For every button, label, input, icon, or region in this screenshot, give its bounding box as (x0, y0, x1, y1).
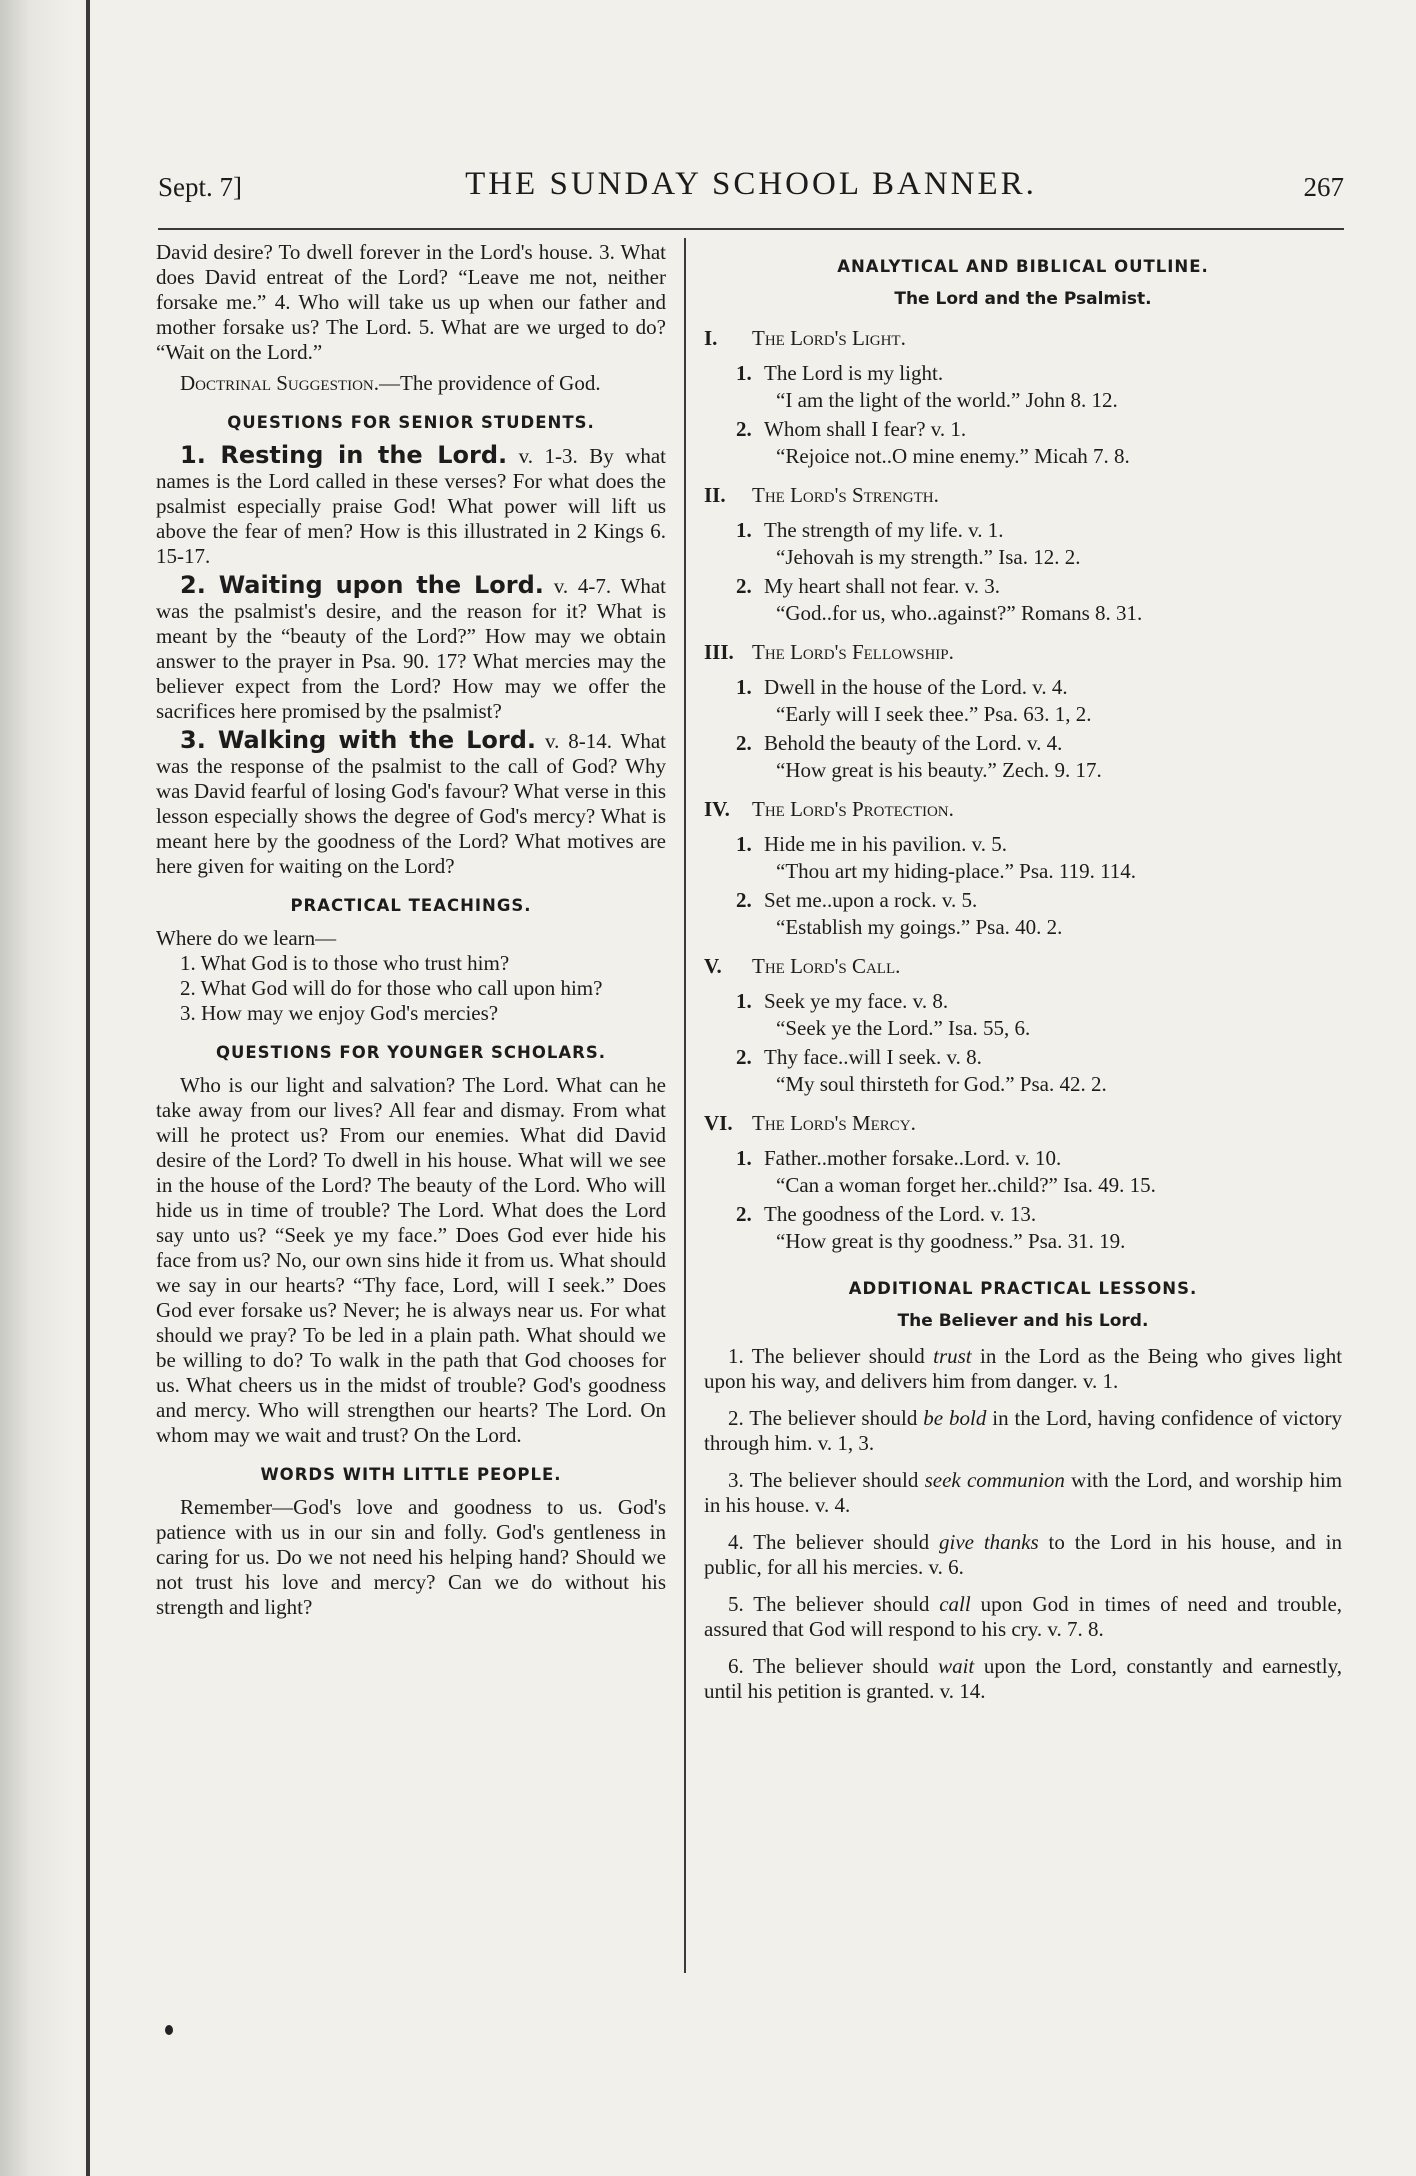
scripture-quote (704, 1072, 1342, 1097)
outline-point (704, 518, 1342, 543)
senior-q3-text: What was the response of the psalmist to the call of God? Why was David fearful of losing God's favour? What verse in this lesson especially shows the degree of God's mercy? What is meant here by the goodness of the Lord? What motives are here given for waiting on the Lord? (156, 729, 666, 878)
senior-q2-title: 2. Waiting upon the Lord. (180, 571, 544, 599)
practical-lesson (704, 1530, 1342, 1580)
lesson-text: in the Lord as the Being who gives light upon his way, and delivers him from danger. v. 1. (704, 1344, 1343, 1393)
senior-q1-text: By what names is the Lord called in these verses? For what does the psalmist especially praise God! What power will lift us above the fear of men? How is this illustrated in 2 Kings 6. 15-17. (156, 444, 667, 568)
scripture-quote (704, 1229, 1342, 1254)
lessons-heading: ADDITIONAL PRACTICAL LESSONS. (848, 1279, 1198, 1298)
lesson-text: to the Lord in his house, and in public, for all his mercies. v. 6. (704, 1530, 1342, 1579)
quote-text: “How great is thy goodness.” (776, 1229, 1023, 1253)
section-title-text: The Lord's Light. (752, 326, 906, 350)
section-numeral: III. (704, 640, 734, 664)
quote-text: “God..for us, who..against?” (776, 601, 1016, 625)
scripture-quote (704, 545, 1342, 570)
quote-text: “Early will I seek thee.” (776, 702, 979, 726)
lesson-emphasis: wait (938, 1654, 975, 1678)
lesson-text: upon God in times of need and trouble, assured that God will respond to his cry. v. 7. 8. (704, 1592, 1343, 1641)
quote-reference: Psa. 119. 114. (1019, 859, 1137, 883)
quote-reference: Isa. 55, 6. (948, 1016, 1031, 1040)
lesson-emphasis: trust (933, 1344, 972, 1368)
lesson-text: with the Lord, and worship him in his house. v. 4. (704, 1468, 1343, 1517)
scripture-quote (704, 859, 1342, 884)
practical-item: 3. How may we enjoy God's mercies? (180, 1001, 499, 1025)
section-numeral: VI. (704, 1111, 733, 1135)
page-gutter-shadow (0, 0, 72, 2176)
point-text: Father..mother forsake..Lord. v. 10. (764, 1146, 1062, 1170)
header-title: THE SUNDAY SCHOOL BANNER. (465, 166, 1037, 202)
outline-section-title (704, 1111, 1342, 1136)
intro-paragraph: David desire? To dwell forever in the Lord's house. 3. What does David entreat of the Lord? “Leave me not, neither forsake me.” 4. Who will take us up when our father and mother forsake us? The Lord. 5. What are we urged to do? “Wait on the Lord.” (156, 240, 666, 364)
quote-reference: Psa. 42. 2. (1019, 1072, 1107, 1096)
lessons-subheading: The Believer and his Lord. (897, 1311, 1149, 1331)
scripture-quote (704, 915, 1342, 940)
senior-heading: QUESTIONS FOR SENIOR STUDENTS. (227, 413, 595, 432)
lesson-number: 4. (728, 1530, 744, 1554)
quote-text: “Rejoice not..O mine enemy.” (776, 444, 1029, 468)
outline-point (704, 361, 1342, 386)
outline-point (704, 1045, 1342, 1070)
senior-q1-ref: v. 1-3. (518, 444, 578, 468)
point-text: Hide me in his pavilion. v. 5. (764, 832, 1008, 856)
outline-point (704, 989, 1342, 1014)
section-title-text: The Lord's Protection. (752, 797, 954, 821)
quote-text: “Seek ye the Lord.” (776, 1016, 943, 1040)
header-date: Sept. 7] (158, 172, 242, 202)
point-number: 2. (736, 888, 752, 912)
lesson-number: 1. (728, 1344, 744, 1368)
quote-text: “I am the light of the world.” (776, 388, 1021, 412)
lesson-text: The believer should (752, 1654, 929, 1678)
scripture-quote (704, 388, 1342, 413)
senior-q3-title: 3. Walking with the Lord. (180, 726, 537, 754)
outline-point (704, 574, 1342, 599)
point-number: 2. (736, 731, 752, 755)
point-number: 2. (736, 1202, 752, 1226)
senior-q3-ref: v. 8-14. (544, 729, 612, 753)
lesson-emphasis: give thanks (939, 1530, 1039, 1554)
senior-question-1 (156, 443, 666, 569)
scripture-quote (704, 444, 1342, 469)
section-title-text: The Lord's Strength. (752, 483, 939, 507)
point-text: The strength of my life. v. 1. (764, 518, 1004, 542)
doctrinal-text: —The providence of God. (379, 371, 601, 395)
outline-point (704, 1202, 1342, 1227)
lesson-text: The believer should (749, 1406, 918, 1430)
section-title-text: The Lord's Mercy. (752, 1111, 916, 1135)
ink-speck (165, 2025, 173, 2035)
outline-heading: ANALYTICAL AND BIBLICAL OUTLINE. (837, 257, 1209, 276)
point-text: Dwell in the house of the Lord. v. 4. (764, 675, 1068, 699)
section-numeral: IV. (704, 797, 730, 821)
scripture-quote (704, 1173, 1342, 1198)
lesson-number: 2. (728, 1406, 744, 1430)
younger-heading: QUESTIONS FOR YOUNGER SCHOLARS. (215, 1043, 606, 1062)
quote-text: “How great is his beauty.” (776, 758, 997, 782)
column-rule (684, 238, 686, 1973)
section-numeral: I. (704, 326, 718, 350)
lesson-number: 6. (728, 1654, 744, 1678)
lesson-text: upon the Lord, constantly and earnestly, until his petition is granted. v. 14. (704, 1654, 1342, 1703)
quote-reference: Isa. 49. 15. (1063, 1173, 1156, 1197)
outline-point (704, 888, 1342, 913)
section-title-text: The Lord's Call. (752, 954, 901, 978)
senior-question-3 (156, 728, 666, 879)
doctrinal-label: Doctrinal Suggestion. (180, 371, 379, 395)
quote-text: “Establish my goings.” (776, 915, 971, 939)
point-number: 2. (736, 574, 752, 598)
scripture-quote (704, 702, 1342, 727)
quote-reference: Psa. 63. 1, 2. (983, 702, 1092, 726)
section-numeral: V. (704, 954, 722, 978)
lesson-text: The believer should (753, 1530, 930, 1554)
younger-paragraph: Who is our light and salvation? The Lord. What can he take away from our lives? All fear and dismay. From what will he protect us? From our enemies. What did David desire of the Lord? To dwell in his house. What will we see in the house of the Lord? The beauty of the Lord. Who will hide us in time of trouble? The Lord. What does the Lord say unto us? “Seek ye my face.” Does God ever hide his face from us? No, our own sins hide it from us. What should we say in our hearts? “Thy face, Lord, will I seek.” Does God ever forsake us? Never; he is always near us. For what should we pray? To be led in a plain path. What should we be willing to do? To walk in the path that God chooses for us. What cheers us in the midst of trouble? God's goodness and mercy. Who will strengthen our hearts? The Lord. On whom may we wait and trust? On the Lord. (156, 1073, 666, 1447)
running-header (158, 166, 1344, 218)
point-text: Seek ye my face. v. 8. (764, 989, 949, 1013)
point-number: 1. (736, 989, 752, 1013)
page-binding-line (86, 0, 90, 2176)
point-number: 1. (736, 832, 752, 856)
doctrinal-suggestion (156, 371, 666, 396)
senior-q2-text: What was the psalmist's desire, and the reason for it? What is meant by the “beauty of the Lord?” How may we obtain answer to the prayer in Psa. 90. 17? What mercies may the believer expect from the Lord? How may we offer the sacrifices here promised by the psalmist? (156, 574, 666, 723)
point-number: 1. (736, 675, 752, 699)
outline-point (704, 1146, 1342, 1171)
point-text: The goodness of the Lord. v. 13. (764, 1202, 1037, 1226)
practical-lesson (704, 1344, 1342, 1394)
point-text: Behold the beauty of the Lord. v. 4. (764, 731, 1063, 755)
outline-section-title (704, 640, 1342, 665)
header-rule (158, 228, 1344, 230)
quote-reference: Micah 7. 8. (1034, 444, 1130, 468)
lesson-text: in the Lord, having confidence of victory through him. v. 1, 3. (704, 1406, 1342, 1455)
quote-text: “My soul thirsteth for God.” (776, 1072, 1015, 1096)
outline-point (704, 675, 1342, 700)
little-people-heading: WORDS WITH LITTLE PEOPLE. (260, 1465, 562, 1484)
practical-item: 1. What God is to those who trust him? (180, 951, 510, 975)
quote-reference: Psa. 31. 19. (1027, 1229, 1126, 1253)
little-people-paragraph: Remember—God's love and goodness to us. God's patience with us in our sin and folly. God's gentleness in caring for us. Do we not need his helping hand? Should we not trust his love and mercy? Can we do without his strength and light? (156, 1495, 666, 1619)
outline-point (704, 731, 1342, 756)
point-number: 1. (736, 1146, 752, 1170)
practical-lesson (704, 1654, 1342, 1704)
point-number: 1. (736, 518, 752, 542)
page-number: 267 (1303, 172, 1344, 202)
lesson-number: 3. (728, 1468, 744, 1492)
lesson-number: 5. (728, 1592, 744, 1616)
outline-section-title (704, 954, 1342, 979)
outline-point (704, 832, 1342, 857)
scripture-quote (704, 601, 1342, 626)
outline-sections (704, 326, 1342, 1254)
scanned-page (128, 0, 1416, 2176)
point-number: 2. (736, 1045, 752, 1069)
quote-reference: John 8. 12. (1025, 388, 1118, 412)
point-number: 2. (736, 417, 752, 441)
point-number: 1. (736, 361, 752, 385)
practical-item: 2. What God will do for those who call upon him? (180, 976, 603, 1000)
lesson-text: The believer should (751, 1344, 925, 1368)
outline-subheading: The Lord and the Psalmist. (894, 289, 1152, 309)
practical-lesson (704, 1468, 1342, 1518)
point-text: My heart shall not fear. v. 3. (764, 574, 1000, 598)
senior-q1-title: 1. Resting in the Lord. (180, 441, 508, 469)
practical-lesson (704, 1406, 1342, 1456)
senior-q2-ref: v. 4-7. (553, 574, 612, 598)
right-column (704, 240, 1342, 1716)
point-text: Set me..upon a rock. v. 5. (764, 888, 978, 912)
practical-lesson (704, 1592, 1342, 1642)
practical-heading: PRACTICAL TEACHINGS. (290, 896, 532, 915)
point-text: The Lord is my light. (764, 361, 944, 385)
quote-text: “Jehovah is my strength.” (776, 545, 993, 569)
quote-reference: Psa. 40. 2. (975, 915, 1063, 939)
point-text: Thy face..will I seek. v. 8. (764, 1045, 982, 1069)
left-column (156, 240, 666, 1620)
quote-reference: Isa. 12. 2. (998, 545, 1081, 569)
scripture-quote (704, 1016, 1342, 1041)
quote-reference: Romans 8. 31. (1020, 601, 1143, 625)
outline-section-title (704, 483, 1342, 508)
lesson-text: The believer should (753, 1592, 930, 1616)
section-title-text: The Lord's Fellowship. (752, 640, 954, 664)
senior-question-2 (156, 573, 666, 724)
section-numeral: II. (704, 483, 726, 507)
outline-section-title (704, 326, 1342, 351)
quote-text: “Can a woman forget her..child?” (776, 1173, 1058, 1197)
lesson-emphasis: call (939, 1592, 971, 1616)
lesson-emphasis: seek communion (924, 1468, 1065, 1492)
lesson-emphasis: be bold (923, 1406, 987, 1430)
lesson-text: The believer should (749, 1468, 919, 1492)
quote-reference: Zech. 9. 17. (1002, 758, 1102, 782)
outline-point (704, 417, 1342, 442)
lessons-list (704, 1344, 1342, 1704)
scripture-quote (704, 758, 1342, 783)
practical-intro: Where do we learn— (156, 926, 337, 950)
outline-section-title (704, 797, 1342, 822)
quote-text: “Thou art my hiding-place.” (776, 859, 1014, 883)
point-text: Whom shall I fear? v. 1. (764, 417, 967, 441)
